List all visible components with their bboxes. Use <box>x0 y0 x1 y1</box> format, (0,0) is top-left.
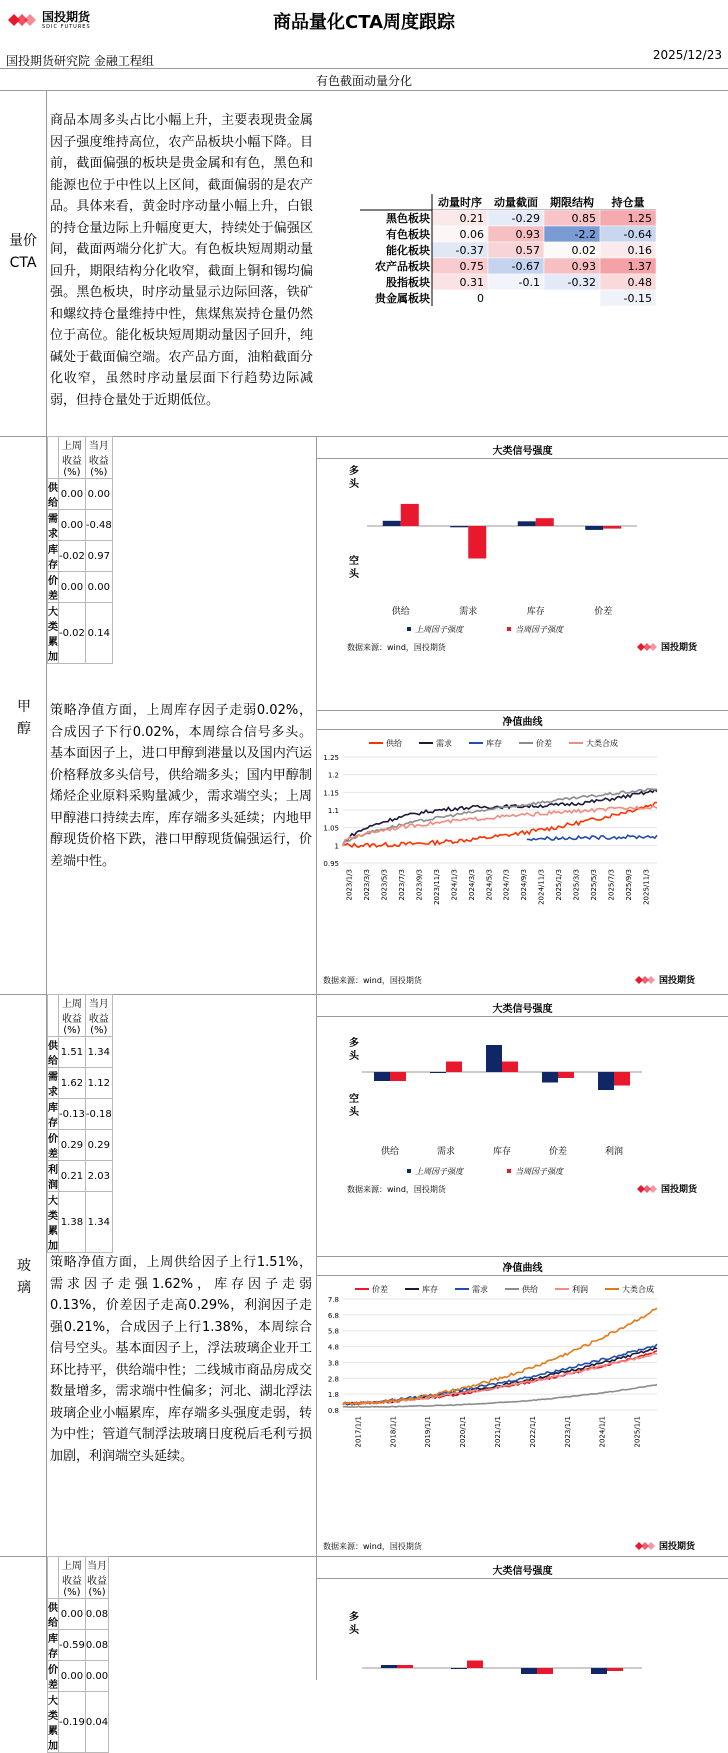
x-tick-label: 2025/5/3 <box>589 869 598 901</box>
source-note: 数据来源：wind，国投期货 <box>347 643 446 652</box>
row-label: 需求 <box>48 1068 59 1099</box>
row-label: 需求 <box>48 510 59 541</box>
heatmap-cell-value: 0 <box>477 292 484 305</box>
month-return: -0.48 <box>85 510 112 541</box>
category-label: 供给 <box>391 607 410 617</box>
heatmap-row-label: 有色板块 <box>386 228 430 241</box>
table-row <box>48 1630 109 1661</box>
month-return: 1.12 <box>85 1068 112 1099</box>
legend-label: 利润 <box>572 1285 588 1294</box>
x-tick-label: 2024/9/3 <box>520 869 529 901</box>
signal-bar <box>598 1072 614 1090</box>
signal-bar <box>451 1668 467 1669</box>
x-tick-label: 2023/11/3 <box>432 869 441 905</box>
month-return: 0.08 <box>85 1599 108 1630</box>
table-header: 上周收益(%) <box>59 437 86 479</box>
short-label: 头 <box>349 1107 359 1118</box>
table-row <box>48 1130 113 1161</box>
nav-series-line <box>343 1344 657 1404</box>
x-tick-label: 2024/1/1 <box>598 1416 607 1448</box>
table-row <box>48 572 113 603</box>
heatmap-row-label: 黑色板块 <box>386 212 430 225</box>
table-row <box>48 603 113 664</box>
legend-label: 当周因子强度 <box>515 625 563 634</box>
methanol-nav-chart <box>317 731 728 993</box>
x-tick-label: 2024/3/3 <box>467 869 476 901</box>
signal-bar <box>467 1661 483 1669</box>
glass-signal-title: 大类信号强度 <box>492 1004 553 1015</box>
y-tick-label: 1.2 <box>327 771 339 780</box>
heatmap-cell-value: 1.37 <box>627 260 652 273</box>
month-return: 2.03 <box>85 1161 112 1192</box>
y-tick-label: 1 <box>334 842 339 851</box>
y-tick-label: 4.8 <box>327 1343 339 1352</box>
heatmap-cell-value: -0.37 <box>455 244 484 257</box>
methanol-nav-title: 净值曲线 <box>502 717 543 728</box>
heatmap-cell-value: 0.85 <box>571 212 596 225</box>
legend-label: 供给 <box>386 739 402 748</box>
table-header: 上周收益(%) <box>59 1557 86 1599</box>
methanol-section-label: 甲醇 <box>17 699 31 737</box>
short-label: 空 <box>349 556 359 567</box>
legend-label: 大类合成 <box>586 739 618 748</box>
signal-bar <box>374 1072 390 1081</box>
category-label: 供给 <box>380 1147 400 1157</box>
month-return: 0.00 <box>85 1661 108 1692</box>
x-tick-label: 2023/1/3 <box>345 869 354 901</box>
y-tick-label: 5.8 <box>327 1327 339 1336</box>
category-label: 价差 <box>548 1147 568 1157</box>
heatmap-cell-value: -0.67 <box>511 260 540 273</box>
heatmap-cell-value: -0.1 <box>518 276 540 289</box>
legend-label: 价差 <box>372 1285 388 1294</box>
row-label: 价差 <box>48 1130 59 1161</box>
row-label: 价差 <box>48 1661 59 1692</box>
row-label: 库存 <box>48 541 59 572</box>
legend-swatch <box>407 1169 411 1173</box>
nav-series-line <box>343 806 657 846</box>
x-tick-label: 2020/1/1 <box>459 1416 468 1448</box>
short-label: 头 <box>349 569 359 580</box>
signal-bar <box>591 1668 607 1674</box>
legend-swatch <box>507 627 511 631</box>
heatmap-cell-value: -0.15 <box>623 292 652 305</box>
heatmap-cell-value: -2.2 <box>574 228 596 241</box>
glass-section-label: 玻璃 <box>17 1258 31 1296</box>
month-return: 0.97 <box>85 541 112 572</box>
signal-bar <box>521 1668 537 1674</box>
long-label: 多 <box>349 466 359 477</box>
month-return: 0.29 <box>85 1130 112 1161</box>
legend-label: 上周因子强度 <box>415 625 463 634</box>
last-week-return: 1.62 <box>59 1068 86 1099</box>
x-tick-label: 2019/1/1 <box>424 1416 433 1448</box>
table-header: 上周收益(%) <box>59 995 86 1037</box>
short-label: 空 <box>349 1094 359 1105</box>
row-label: 价差 <box>48 572 59 603</box>
signal-bar <box>536 518 554 526</box>
category-label: 库存 <box>492 1147 512 1157</box>
heatmap-column-header: 动量截面 <box>494 196 538 209</box>
heatmap-row-label: 贵金属板块 <box>375 292 430 305</box>
logo-subtext: SDIC FUTURES <box>42 24 91 30</box>
month-return: 0.00 <box>85 479 112 510</box>
category-label: 库存 <box>526 607 545 617</box>
row-label: 大类累加 <box>48 1192 59 1253</box>
y-tick-label: 1.1 <box>327 807 339 815</box>
last-week-return: -0.19 <box>59 1692 86 1753</box>
heatmap-cell-value: 0.57 <box>515 244 540 257</box>
signal-bar <box>558 1072 574 1078</box>
returns-table <box>47 994 113 1253</box>
table-row <box>48 1599 109 1630</box>
glass-nav-chart <box>317 1277 728 1555</box>
signal-bar <box>537 1668 553 1674</box>
heatmap-cell-value: 0.02 <box>571 244 596 257</box>
signal-bar <box>468 526 486 559</box>
x-tick-label: 2018/1/1 <box>389 1416 398 1448</box>
methanol-signal-title: 大类信号强度 <box>492 446 553 457</box>
table-row <box>48 1692 109 1753</box>
last-week-return: 0.00 <box>59 1661 86 1692</box>
factor-heatmap <box>360 194 690 306</box>
heatmap-cell-value: 0.48 <box>627 276 652 289</box>
signal-bar <box>585 526 603 530</box>
x-tick-label: 2024/5/3 <box>485 869 494 901</box>
signal-bar <box>390 1072 406 1081</box>
y-tick-label: 2.8 <box>327 1375 339 1384</box>
logo-icon <box>635 974 696 986</box>
signal-bar <box>607 1668 623 1671</box>
signal-bar <box>383 521 401 526</box>
heatmap-cell-value: 0.93 <box>515 228 540 241</box>
table-header: 当月收益(%) <box>85 995 112 1037</box>
table-row <box>48 541 113 572</box>
x-tick-label: 2025/1/1 <box>633 1416 642 1448</box>
row-label: 供给 <box>48 1037 59 1068</box>
month-return: 1.34 <box>85 1192 112 1253</box>
logo-icon <box>637 641 698 653</box>
x-tick-label: 2025/7/3 <box>607 869 616 901</box>
signal-bar <box>502 1062 518 1073</box>
month-return: 0.00 <box>85 572 112 603</box>
row-label: 利润 <box>48 1161 59 1192</box>
heatmap-row-label: 股指板块 <box>386 276 430 289</box>
cta-section-label: 量价CTA <box>9 233 37 271</box>
heatmap-row-label: 农产品板块 <box>375 260 430 273</box>
long-label: 多 <box>349 1038 359 1049</box>
source-note: 数据来源：wind，国投期货 <box>323 976 422 985</box>
heatmap-column-header: 动量时序 <box>438 196 482 209</box>
svg-text:国投期货: 国投期货 <box>659 1542 696 1552</box>
table-row <box>48 479 113 510</box>
last-week-return: -0.02 <box>59 603 86 664</box>
last-week-return: -0.02 <box>59 541 86 572</box>
signal-bar <box>614 1072 630 1086</box>
x-tick-label: 2024/7/3 <box>502 869 511 901</box>
nav-series-line <box>527 835 657 840</box>
row-label: 库存 <box>48 1099 59 1130</box>
category-label: 需求 <box>459 607 478 617</box>
nav-series-line <box>343 1308 657 1405</box>
signal-bar <box>486 1045 502 1072</box>
glass-signal-chart <box>317 1018 728 1256</box>
table-row <box>48 1037 113 1068</box>
y-tick-label: 1.15 <box>323 789 339 798</box>
nav-series-line <box>343 802 657 847</box>
month-return: 0.08 <box>85 1630 108 1661</box>
signal-bar <box>603 526 621 529</box>
signal-bar <box>430 1072 446 1073</box>
legend-label: 库存 <box>422 1285 438 1294</box>
y-tick-label: 3.8 <box>327 1359 339 1368</box>
returns-table <box>47 436 113 664</box>
y-tick-label: 0.95 <box>323 860 339 868</box>
long-label: 头 <box>349 1625 359 1636</box>
signal-bar <box>381 1665 397 1668</box>
long-label: 头 <box>349 1051 359 1062</box>
logo-icon <box>635 1540 696 1552</box>
y-tick-label: 1.25 <box>323 754 339 762</box>
y-tick-label: 1.8 <box>327 1391 339 1400</box>
returns-table <box>47 1556 109 1753</box>
last-week-return: -0.59 <box>59 1630 86 1661</box>
row-label: 供给 <box>48 479 59 510</box>
next-signal-chart <box>317 1580 728 1680</box>
table-header: 当月收益(%) <box>85 1557 108 1599</box>
y-tick-label: 6.8 <box>327 1311 339 1320</box>
x-tick-label: 2025/1/3 <box>555 869 564 901</box>
signal-bar <box>542 1072 558 1083</box>
glass-analysis-text: 策略净值方面，上周供给因子上行1.51%，需求因子走强1.62%，库存因子走弱0.13%，价差因子走高0.29%，利润因子走强0.21%，合成因子上行1.38%，本周综合信号空头。基本面因子上，浮法玻璃企业开工环比持平，供给端中性；二线城市商品房成交数量增多，需求端中性偏多；河北、湖北浮法玻璃企业小幅累库，库存端多头强度走弱，转为中性；管道气制浮法玻璃日度税后毛利亏损加剧，利润端空头延续。 <box>50 1255 312 1464</box>
x-tick-label: 2025/9/3 <box>624 869 633 901</box>
x-tick-label: 2023/3/3 <box>363 869 372 901</box>
legend-label: 库存 <box>486 739 502 748</box>
legend-label: 当周因子强度 <box>515 1167 563 1176</box>
category-label: 利润 <box>604 1147 624 1157</box>
category-label: 需求 <box>436 1147 456 1157</box>
source-note: 数据来源：wind，国投期货 <box>347 1185 446 1194</box>
heatmap-column-header: 期限结构 <box>550 196 594 209</box>
source-note: 数据来源：wind，国投期货 <box>323 1542 422 1551</box>
table-row <box>48 1068 113 1099</box>
page-title: 商品量化CTA周度跟踪 <box>272 12 456 33</box>
last-week-return: 1.51 <box>59 1037 86 1068</box>
row-label: 库存 <box>48 1630 59 1661</box>
legend-swatch <box>507 1169 511 1173</box>
nav-series-line <box>343 1348 657 1405</box>
last-week-return: 0.00 <box>59 510 86 541</box>
signal-bar <box>446 1062 462 1073</box>
month-return: 0.14 <box>85 603 112 664</box>
y-tick-label: 1.05 <box>323 824 339 833</box>
last-week-return: -0.13 <box>59 1099 86 1130</box>
heatmap-cell-value: 0.16 <box>627 244 652 257</box>
legend-label: 需求 <box>472 1285 488 1294</box>
svg-text:国投期货: 国投期货 <box>659 976 696 986</box>
next-signal-title: 大类信号强度 <box>492 1566 553 1577</box>
x-tick-label: 2021/1/1 <box>494 1416 502 1448</box>
row-label: 大类累加 <box>48 603 59 664</box>
heatmap-cell <box>488 290 544 306</box>
heatmap-cell-value: 0.06 <box>459 228 484 241</box>
heatmap-cell-value: 0.31 <box>459 276 484 289</box>
signal-bar <box>397 1665 413 1668</box>
x-tick-label: 2023/1/1 <box>563 1416 572 1448</box>
cta-summary-text: 商品本周多头占比小幅上升，主要表现贵金属因子强度维持高位，农产品板块小幅下降。目前，截面偏强的板块是贵金属和有色，黑色和能源也位于中性以上区间，截面偏弱的是农产品。具体来看，黄金时序动量小幅上升，白银的持仓量边际上升幅度更大，持续处于偏强区间，截面两端分化扩大。有色板块短周期动量回升，期限结构分化收窄，截面上铜和锡均偏强。黑色板块，时序动量显示边际回落，铁矿和螺纹持仓量维持中性，焦煤焦炭持仓量仍然位于高位。能化板块短周期动量因子回升，纯碱处于截面偏空端。农产品方面，油粕截面分化收窄，虽然时序动量层面下行趋势边际减弱，但持仓量处于近期低位。 <box>50 113 313 408</box>
month-return: 0.04 <box>85 1692 108 1753</box>
heatmap-cell <box>544 290 600 306</box>
heatmap-cell-value: -0.64 <box>623 228 652 241</box>
row-label: 大类累加 <box>48 1692 59 1753</box>
methanol-signal-chart <box>317 460 728 710</box>
glass-nav-title: 净值曲线 <box>502 1263 543 1274</box>
heatmap-cell-value: 1.25 <box>627 212 652 225</box>
long-label: 多 <box>349 1612 359 1623</box>
heatmap-cell-value: -0.32 <box>567 276 596 289</box>
legend-label: 供给 <box>522 1285 538 1294</box>
heatmap-cell-value: -0.29 <box>511 212 540 225</box>
last-week-return: 0.00 <box>59 479 86 510</box>
last-week-return: 0.00 <box>59 1599 86 1630</box>
legend-swatch <box>407 627 411 631</box>
table-row <box>48 1192 113 1253</box>
legend-label: 价差 <box>536 739 552 748</box>
month-return: -0.18 <box>85 1099 112 1130</box>
y-tick-label: 7.8 <box>327 1296 339 1304</box>
svg-text:国投期货: 国投期货 <box>661 1185 698 1195</box>
last-week-return: 0.21 <box>59 1161 86 1192</box>
table-row <box>48 1099 113 1130</box>
legend-label: 大类合成 <box>622 1285 654 1294</box>
x-tick-label: 2022/1/1 <box>528 1416 537 1448</box>
table-row <box>48 1661 109 1692</box>
methanol-analysis-text: 策略净值方面，上周库存因子走弱0.02%，合成因子下行0.02%，本周综合信号多头。基本面因子上，进口甲醇到港量以及国内汽运价格释放多头信号，供给端多头；国内甲醇制烯烃企业原料采购量减少，需求端空头；上周甲醇港口持续去库，库存端多头延续；内地甲醇现货价格下跌，港口甲醇现货偏强运行，价差端中性。 <box>50 703 312 869</box>
month-return: 1.34 <box>85 1037 112 1068</box>
heatmap-row-label: 能化板块 <box>386 244 430 257</box>
long-label: 头 <box>349 479 359 490</box>
category-label: 价差 <box>594 607 613 617</box>
signal-bar <box>518 521 536 526</box>
logo-text: 国投期货 <box>42 10 91 24</box>
signal-bar <box>401 504 419 526</box>
last-week-return: 1.38 <box>59 1192 86 1253</box>
x-tick-label: 2023/7/3 <box>398 869 407 901</box>
row-label: 供给 <box>48 1599 59 1630</box>
x-tick-label: 2023/9/3 <box>415 869 424 901</box>
logo-icon <box>637 1183 698 1195</box>
x-tick-label: 2017/1/1 <box>354 1416 363 1448</box>
last-week-return: 0.00 <box>59 572 86 603</box>
x-tick-label: 2024/11/3 <box>537 869 546 905</box>
table-row <box>48 1161 113 1192</box>
legend-label: 需求 <box>436 739 452 748</box>
signal-bar <box>450 526 468 527</box>
report-date: 2025/12/23 <box>652 48 722 62</box>
section-title: 有色截面动量分化 <box>315 74 412 88</box>
svg-text:国投期货: 国投期货 <box>661 643 698 653</box>
org-name: 国投期货研究院 金融工程组 <box>6 54 154 68</box>
heatmap-cell-value: 0.75 <box>459 260 484 273</box>
heatmap-column-header: 持仓量 <box>611 196 645 209</box>
heatmap-cell-value: 0.93 <box>571 260 596 273</box>
x-tick-label: 2023/5/3 <box>380 869 389 901</box>
last-week-return: 0.29 <box>59 1130 86 1161</box>
x-tick-label: 2025/3/3 <box>572 869 581 901</box>
table-row <box>48 510 113 541</box>
heatmap-cell-value: 0.21 <box>459 212 484 225</box>
x-tick-label: 2024/1/3 <box>450 869 459 901</box>
y-tick-label: 0.8 <box>327 1407 339 1415</box>
table-header: 当月收益(%) <box>85 437 112 479</box>
legend-label: 上周因子强度 <box>415 1167 463 1176</box>
x-tick-label: 2025/11/3 <box>642 869 651 905</box>
